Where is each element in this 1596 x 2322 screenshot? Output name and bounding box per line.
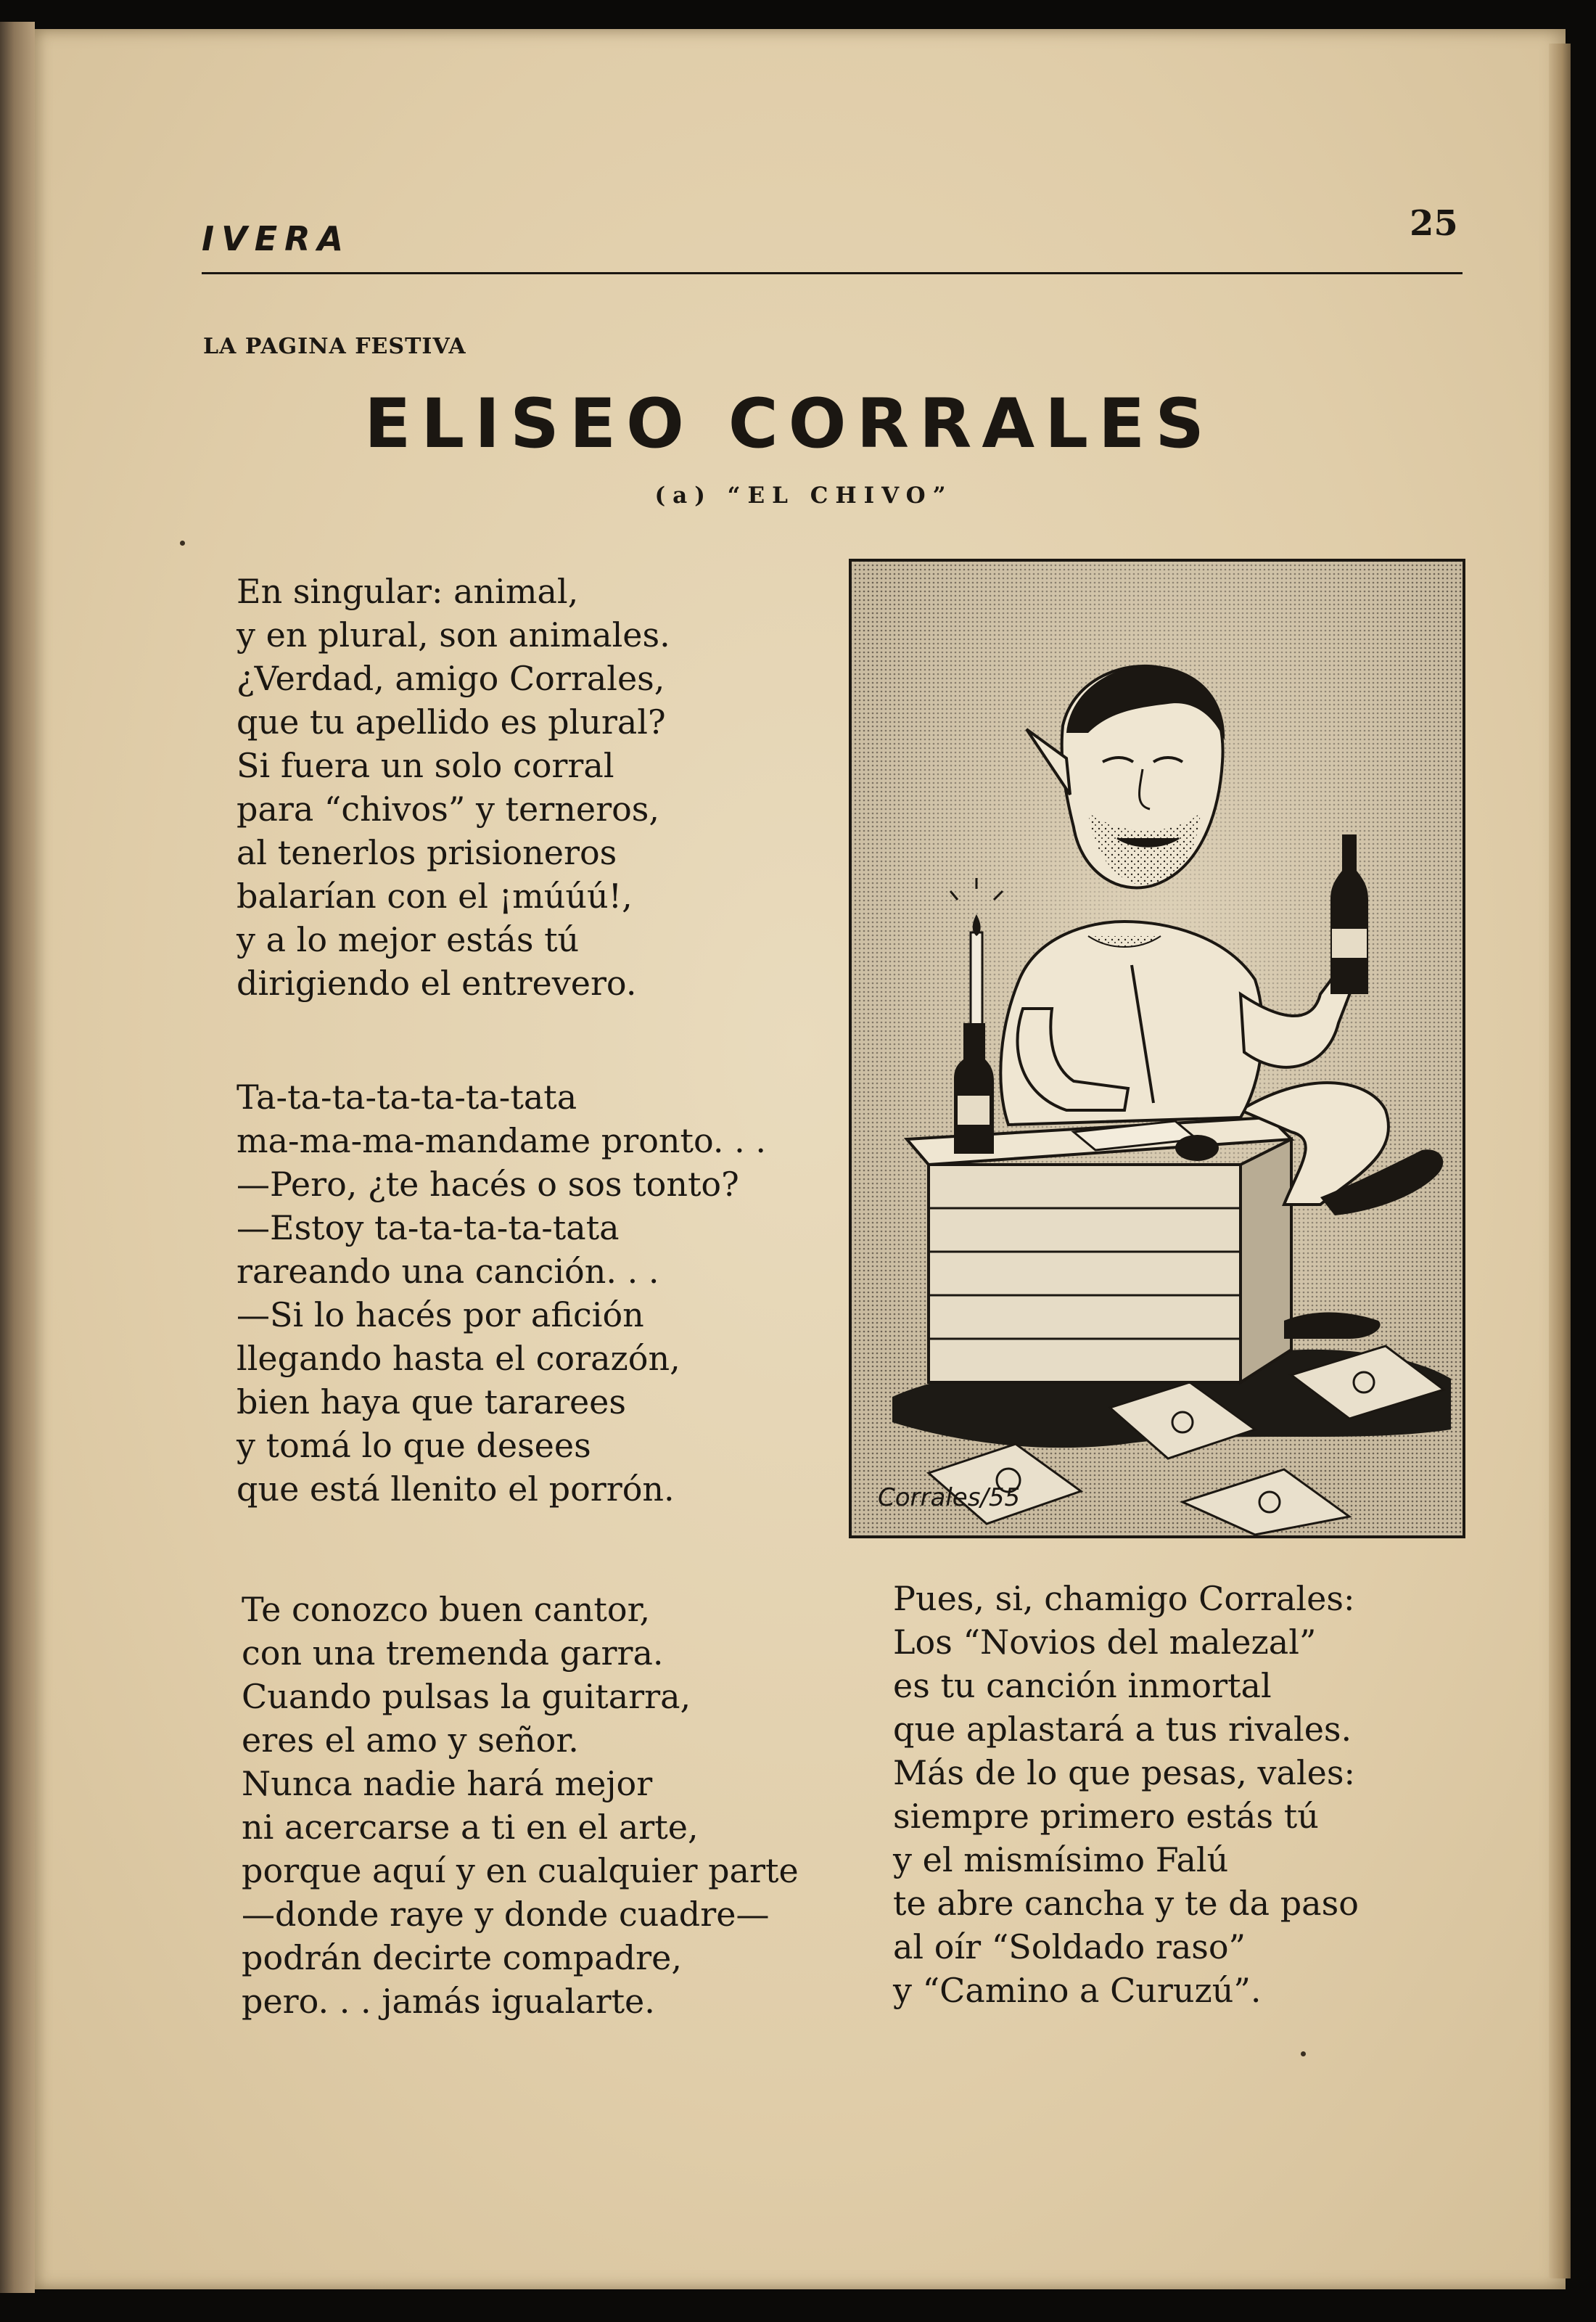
verse-line: te abre cancha y te da paso (893, 1884, 1359, 1923)
verse-line: bien haya que tararees (236, 1382, 626, 1421)
page-number: 25 (1410, 203, 1458, 244)
verse-line: y tomá lo que desees (236, 1426, 591, 1465)
verse-line: Los “Novios del malezal” (893, 1622, 1317, 1662)
verse-line: Te conozco buen cantor, (242, 1590, 651, 1629)
verse-line: —Si lo hacés por afición (236, 1295, 644, 1334)
caricature-illustration (849, 559, 1465, 1538)
verse-line: —donde raye y donde cuadre— (242, 1895, 770, 1934)
verse-line: Cuando pulsas la guitarra, (242, 1677, 691, 1716)
verse-line: Si fuera un solo corral (236, 746, 614, 785)
verse-line: En singular: animal, (236, 572, 579, 611)
verse-line: ma-ma-ma-mandame pronto. . . (236, 1121, 767, 1160)
article-subtitle: (a) “EL CHIVO” (654, 483, 953, 509)
verse-line: balarían con el ¡múúú!, (236, 877, 633, 916)
verse-line: al oír “Soldado raso” (893, 1927, 1246, 1966)
ink-speck (1301, 2051, 1306, 2056)
verse-line: siempre primero estás tú (893, 1797, 1319, 1836)
verse-line: para “chivos” y terneros, (236, 789, 660, 829)
header-rule (202, 272, 1463, 274)
verse-line: llegando hasta el corazón, (236, 1339, 680, 1378)
running-header-title: IVERA (202, 219, 351, 258)
article-title: ELISEO CORRALES (364, 385, 1214, 464)
verse-line: y en plural, son animales. (236, 615, 670, 655)
verse-line: —Estoy ta-ta-ta-ta-tata (236, 1208, 620, 1247)
verse-line: pero. . . jamás igualarte. (242, 1982, 655, 2021)
verse-line: ni acercarse a ti en el arte, (242, 1808, 699, 1847)
stanza-3 (242, 1588, 799, 2023)
verse-line: al tenerlos prisioneros (236, 833, 617, 872)
verse-line: dirigiendo el entrevero. (236, 964, 637, 1003)
verse-line: y el mismísimo Falú (893, 1840, 1229, 1879)
stanza-1 (236, 570, 670, 1005)
page-edge (1549, 44, 1571, 2278)
verse-line: podrán decirte compadre, (242, 1938, 682, 1977)
stanza-2 (236, 1075, 766, 1511)
verse-line: eres el amo y señor. (242, 1720, 579, 1760)
verse-line: ¿Verdad, amigo Corrales, (236, 659, 665, 698)
ink-speck (180, 541, 185, 546)
stanza-4 (893, 1577, 1359, 2012)
verse-line: es tu canción inmortal (893, 1666, 1272, 1705)
section-label: LA PAGINA FESTIVA (203, 334, 466, 359)
previous-page-edge (0, 22, 35, 2293)
verse-line: Más de lo que pesas, vales: (893, 1753, 1355, 1792)
artist-signature: Corrales/55 (878, 1483, 1021, 1512)
verse-line: con una tremenda garra. (242, 1633, 664, 1673)
verse-line: Ta-ta-ta-ta-ta-ta-tata (236, 1078, 577, 1117)
verse-line: rareando una canción. . . (236, 1252, 659, 1291)
verse-line: que aplastará a tus rivales. (893, 1710, 1352, 1749)
verse-line: y “Camino a Curuzú”. (893, 1971, 1262, 2010)
caricature-goat-man-icon (849, 559, 1465, 1538)
verse-line: que está llenito el porrón. (236, 1469, 675, 1509)
verse-line: —Pero, ¿te hacés o sos tonto? (236, 1165, 739, 1204)
verse-line: Nunca nadie hará mejor (242, 1764, 653, 1803)
verse-line: que tu apellido es plural? (236, 702, 666, 742)
verse-line: Pues, si, chamigo Corrales: (893, 1579, 1355, 1618)
verse-line: y a lo mejor estás tú (236, 920, 580, 959)
magazine-page (35, 29, 1566, 2289)
verse-line: porque aquí y en cualquier parte (242, 1851, 799, 1890)
